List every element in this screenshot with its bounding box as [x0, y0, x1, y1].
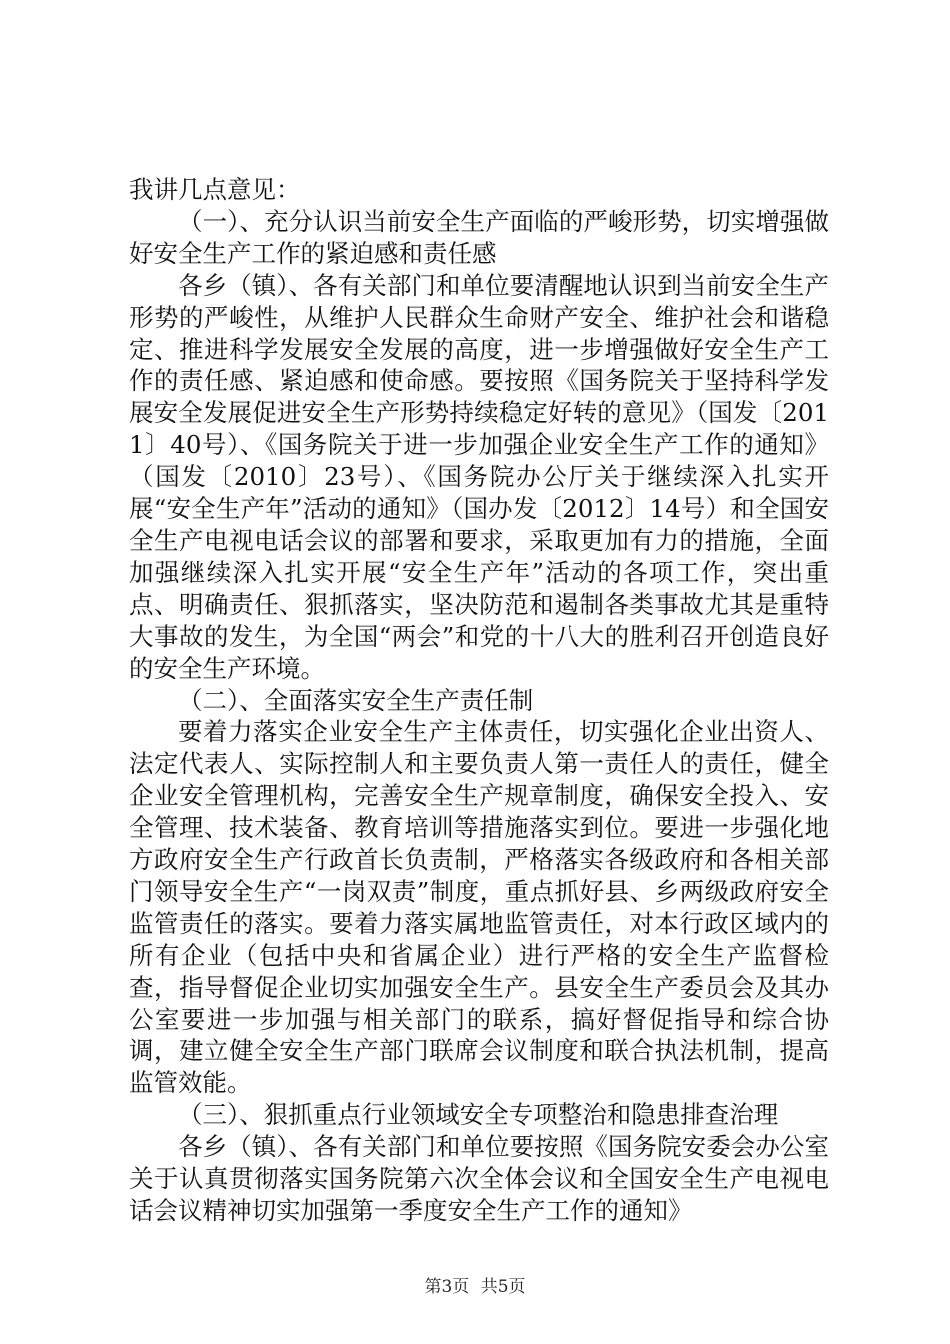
- paragraph-section-2: 要着力落实企业安全生产主体责任，切实强化企业出资人、法定代表人、实际控制人和主要负责人第一责任人的责任，健全企业安全管理机构，完善安全生产规章制度，确保安全投入、安全管理、技术装备、教育培训等措施落实到位。要进一步强化地方政府安全生产行政首长负责制，严格落实各级政府和各相关部门领导安全生产“一岗双责”制度，重点抓好县、乡两级政府安全监管责任的落实。要着力落实属地监管责任，对本行政区域内的所有企业（包括中央和省属企业）进行严格的安全生产监督检查，指导督促企业切实加强安全生产。县安全生产委员会及其办公室要进一步加强与相关部门的联系，搞好督促指导和综合协调，建立健全安全生产部门联席会议制度和联合执法机制，提高监管效能。: [129, 717, 829, 1098]
- paragraph-section-1: 各乡（镇）、各有关部门和单位要清醒地认识到当前安全生产形势的严峻性，从维护人民群众生命财产安全、维护社会和谐稳定、推进科学发展安全发展的高度，进一步增强做好安全生产工作的责任感、紧迫感和使命感。要按照《国务院关于坚持科学发展安全发展促进安全生产形势持续稳定好转的意见》（国发〔2011〕40号）、《国务院关于进一步加强企业安全生产工作的通知》（国发〔2010〕23号）、《国务院办公厅关于继续深入扎实开展“安全生产年”活动的通知》（国办发〔2012〕14号）和全国安全生产电视电话会议的部署和要求，采取更加有力的措施，全面加强继续深入扎实开展“安全生产年”活动的各项工作，突出重点、明确责任、狠抓落实，坚决防范和遏制各类事故尤其是重特大事故的发生，为全国“两会”和党的十八大的胜利召开创造良好的安全生产环境。: [129, 270, 829, 683]
- page-number: 第3页: [424, 1277, 470, 1297]
- page-total: 共5页: [480, 1277, 526, 1297]
- section-heading-3: （三）、狠抓重点行业领域安全专项整治和隐患排查治理: [178, 1100, 779, 1130]
- paragraph-intro: 我讲几点意见：: [129, 175, 301, 204]
- document-body: [129, 174, 829, 1227]
- page-footer: [0, 1272, 950, 1297]
- paragraph-section-3: 各乡（镇）、各有关部门和单位要按照《国务院安委会办公室关于认真贯彻落实国务院第六次全体会议和全国安全生产电视电话会议精神切实加强第一季度安全生产工作的通知》: [129, 1132, 829, 1225]
- section-heading-2: （二）、全面落实安全生产责任制: [178, 685, 534, 715]
- section-heading-1: （一）、充分认识当前安全生产面临的严峻形势，切实增强做好安全生产工作的紧迫感和责任感: [129, 206, 829, 268]
